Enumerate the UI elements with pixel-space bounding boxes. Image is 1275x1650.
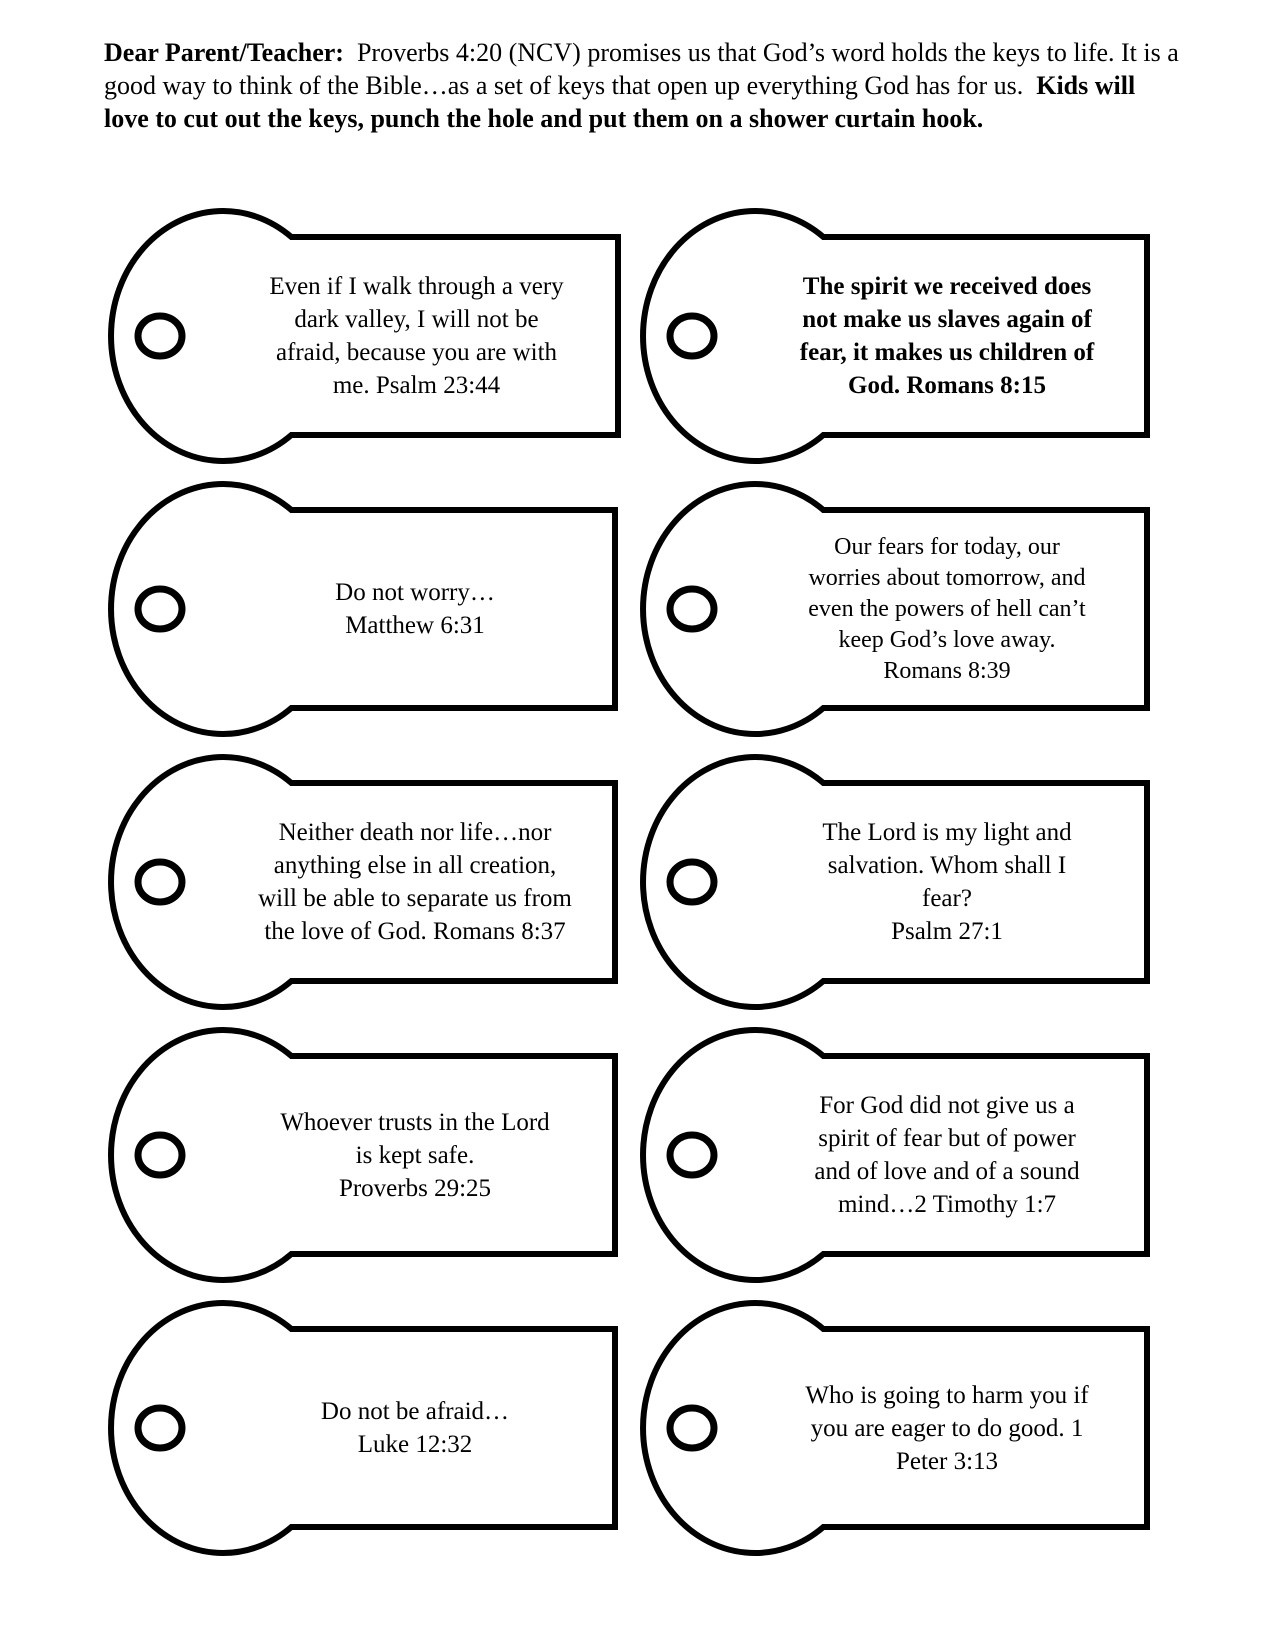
verse-line: Matthew 6:31 [345, 612, 485, 639]
key-card [108, 207, 623, 465]
verse-line: Our fears for today, our [834, 533, 1060, 560]
key-card [640, 1299, 1152, 1557]
punch-hole-icon [138, 1408, 182, 1448]
verse-line: you are eager to do good. 1 [810, 1414, 1084, 1442]
key-verse [220, 787, 610, 977]
verse-line: The Lord is my light and [822, 819, 1072, 846]
key-card [640, 480, 1152, 738]
verse-line: and of love and of a sound [814, 1158, 1080, 1185]
punch-hole-icon [670, 1408, 714, 1448]
verse-line: afraid, because you are with [275, 339, 558, 366]
key-verse [752, 787, 1142, 977]
verse-line: For God did not give us a [819, 1092, 1075, 1119]
verse-line: fear, it makes us children of [799, 339, 1095, 366]
verse-line: Neither death nor life…nor [278, 819, 552, 846]
verse-line: the love of God. Romans 8:37 [264, 918, 566, 945]
verse-line: Who is going to harm you if [805, 1381, 1089, 1409]
verse-line: Do not be afraid… [320, 1398, 510, 1425]
verse-line: dark valley, I will not be [294, 306, 539, 333]
key-card [108, 753, 620, 1011]
verse-line: not make us slaves again of [802, 306, 1092, 333]
key-verse [752, 514, 1142, 704]
key-card [640, 207, 1152, 465]
key-card [108, 1299, 620, 1557]
key-card [640, 753, 1152, 1011]
verse-line: is kept safe. [355, 1141, 475, 1169]
key-verse [752, 1333, 1142, 1523]
key-card [108, 1026, 620, 1284]
verse-line: Do not worry… [335, 579, 495, 606]
verse-line: God. Romans 8:15 [848, 372, 1046, 399]
punch-hole-icon [138, 589, 182, 629]
verse-line: anything else in all creation, [273, 852, 557, 879]
intro-body: Proverbs 4:20 (NCV) promises us that God’s word holds the keys to life. It is a good way to think of the Bible…as a set of keys that open up everything God has for us. [104, 38, 1179, 100]
verse-line: Psalm 27:1 [891, 918, 1003, 945]
punch-hole-icon [138, 862, 182, 902]
key-card [108, 480, 620, 738]
verse-line: fear? [922, 885, 972, 912]
intro-lead: Dear Parent/Teacher: [104, 38, 344, 67]
key-verse [220, 241, 613, 431]
verse-line: Peter 3:13 [895, 1447, 999, 1475]
verse-line: will be able to separate us from [258, 885, 572, 912]
punch-hole-icon [670, 589, 714, 629]
verse-line: Luke 12:32 [357, 1431, 473, 1458]
verse-line: Whoever trusts in the Lord [280, 1108, 550, 1136]
verse-line: worries about tomorrow, and [808, 564, 1086, 591]
verse-line: salvation. Whom shall I [827, 852, 1067, 879]
key-verse [752, 1060, 1142, 1250]
verse-line: Even if I walk through a very [269, 273, 564, 300]
key-verse [752, 241, 1142, 431]
verse-line: mind…2 Timothy 1:7 [837, 1191, 1057, 1218]
punch-hole-icon [670, 1135, 714, 1175]
punch-hole-icon [670, 862, 714, 902]
intro-paragraph [104, 36, 1184, 135]
punch-hole-icon [670, 316, 714, 356]
verse-line: Proverbs 29:25 [338, 1174, 492, 1202]
verse-line: Romans 8:39 [883, 657, 1011, 684]
key-verse [220, 1333, 610, 1523]
intro-instruction: Kids will love to cut out the keys, punch the hole and put them on a shower curtain hook. [104, 71, 1136, 133]
punch-hole-icon [138, 1135, 182, 1175]
verse-line: me. Psalm 23:44 [332, 372, 501, 399]
verse-line: spirit of fear but of power [818, 1125, 1076, 1152]
verse-line: even the powers of hell can’t [808, 595, 1086, 622]
key-verse [220, 1060, 610, 1250]
punch-hole-icon [138, 316, 182, 356]
verse-line: The spirit we received does [802, 273, 1092, 300]
verse-line: keep God’s love away. [838, 626, 1056, 653]
key-verse [220, 514, 610, 704]
key-card [640, 1026, 1152, 1284]
